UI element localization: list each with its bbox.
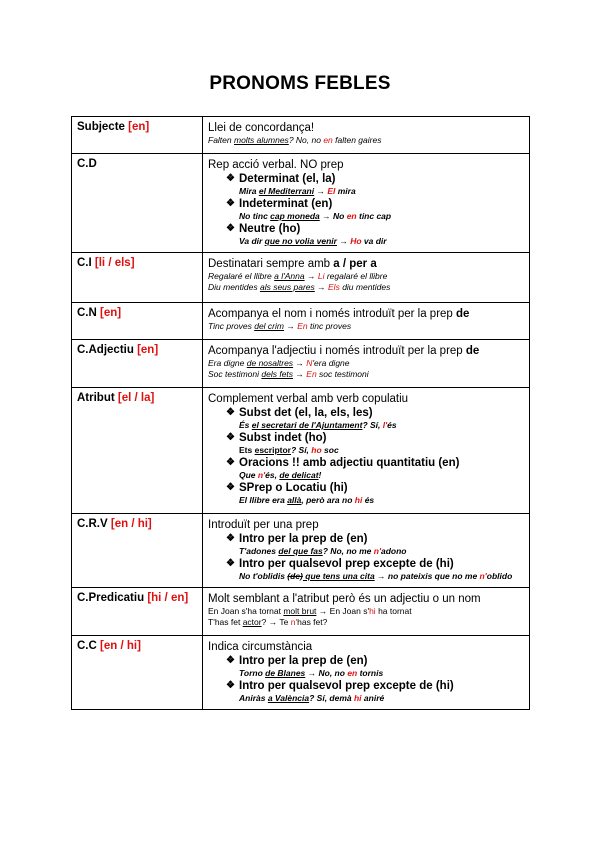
row-description: Acompanya el nom i només introduït per la prep de Tinc proves del crim → En tinc proves bbox=[203, 303, 530, 340]
table-row bbox=[72, 340, 530, 388]
pronouns-table bbox=[71, 116, 530, 710]
row-label: C.R.V [en / hi] bbox=[72, 514, 203, 588]
row-description: Molt semblant a l'atribut però és un adjectiu o un nom En Joan s'ha tornat molt brut → En Joan s'hi ha tornat T'has fet actor? → Te n'has fet? bbox=[203, 588, 530, 636]
row-description: Acompanya l'adjectiu i només introduït per la prep de Era digne de nosaltres → N'era digne Soc testimoni dels fets → En soc testimoni bbox=[203, 340, 530, 388]
row-description: Destinatari sempre amb a / per a Regalaré el llibre a l'Anna → Li regalaré el llibre Diu mentides als seus pares → Els diu mentides bbox=[203, 253, 530, 303]
example: Falten molts alumnes? No, no en falten gaires bbox=[208, 135, 382, 145]
table-row bbox=[72, 154, 530, 253]
row-label: C.N [en] bbox=[72, 303, 203, 340]
list-item: ❖ Indeterminat (en) No tinc cap moneda → No en tinc cap bbox=[226, 197, 524, 222]
row-label: C.Adjectiu [en] bbox=[72, 340, 203, 388]
row-label: Subjecte [en] bbox=[72, 117, 203, 154]
table-row bbox=[72, 303, 530, 340]
row-description: Introduït per una prep ❖ Intro per la prep de (en) T'adones del que fas? No, no me n'adono ❖ Intro per qualsevol prep excepte de (hi) No t'oblidis (de) que tens una cita → no pateixis que no me n'oblido bbox=[203, 514, 530, 588]
list-item: ❖ Subst det (el, la, els, les) És el secretari de l'Ajuntament? Sí, l'és bbox=[226, 406, 524, 431]
row-description: Rep acció verbal. NO prep ❖ Determinat (el, la) Mira el Mediterrani → El mira ❖ Indeterminat (en) No tinc cap moneda → No en tinc cap ❖ Neutre (ho) Va dir que no volia venir → Ho va dir bbox=[203, 154, 530, 253]
row-label: C.Predicatiu [hi / en] bbox=[72, 588, 203, 636]
row-description: Indica circumstància ❖ Intro per la prep de (en) Torno de Blanes → No, no en tornis ❖ Intro per qualsevol prep excepte de (hi) Aniràs a València? Sí, demà hi aniré bbox=[203, 636, 530, 710]
list-item: ❖ Neutre (ho) Va dir que no volia venir → Ho va dir bbox=[226, 222, 524, 247]
row-label: Atribut [el / la] bbox=[72, 388, 203, 514]
table-row bbox=[72, 117, 530, 154]
list-item: ❖ Oracions !! amb adjectiu quantitatiu (en) Que n'és, de delicat! bbox=[226, 456, 524, 481]
row-label: C.D bbox=[72, 154, 203, 253]
row-label: C.I [li / els] bbox=[72, 253, 203, 303]
table-row bbox=[72, 253, 530, 303]
list-item: ❖ Intro per qualsevol prep excepte de (hi) Aniràs a València? Sí, demà hi aniré bbox=[226, 679, 524, 704]
list-item: ❖ Intro per qualsevol prep excepte de (hi) No t'oblidis (de) que tens una cita → no pateixis que no me n'oblido bbox=[226, 557, 524, 582]
row-label: C.C [en / hi] bbox=[72, 636, 203, 710]
table-row bbox=[72, 588, 530, 636]
table-row bbox=[72, 388, 530, 514]
list-item: ❖ SPrep o Locatiu (hi) El llibre era allà, però ara no hi és bbox=[226, 481, 524, 506]
list-item: ❖ Intro per la prep de (en) Torno de Blanes → No, no en tornis bbox=[226, 654, 524, 679]
list-item: ❖ Subst indet (ho) Ets escriptor? Sí, ho soc bbox=[226, 431, 524, 456]
row-description: Complement verbal amb verb copulatiu ❖ Subst det (el, la, els, les) És el secretari de l'Ajuntament? Sí, l'és ❖ Subst indet (ho) Ets escriptor? Sí, ho soc ❖ Oracions !! amb adjectiu quantitatiu (en) Que n'és, de delicat! ❖ SPrep o Locatiu (hi) El llibre era allà, però ara no hi és bbox=[203, 388, 530, 514]
list-item: ❖ Intro per la prep de (en) T'adones del que fas? No, no me n'adono bbox=[226, 532, 524, 557]
table-row bbox=[72, 514, 530, 588]
list-item: ❖ Determinat (el, la) Mira el Mediterrani → El mira bbox=[226, 172, 524, 197]
page-title: PRONOMS FEBLES bbox=[209, 73, 391, 94]
table-row bbox=[72, 636, 530, 710]
row-description: Llei de concordança! Falten molts alumnes? No, no en falten gaires bbox=[203, 117, 530, 154]
